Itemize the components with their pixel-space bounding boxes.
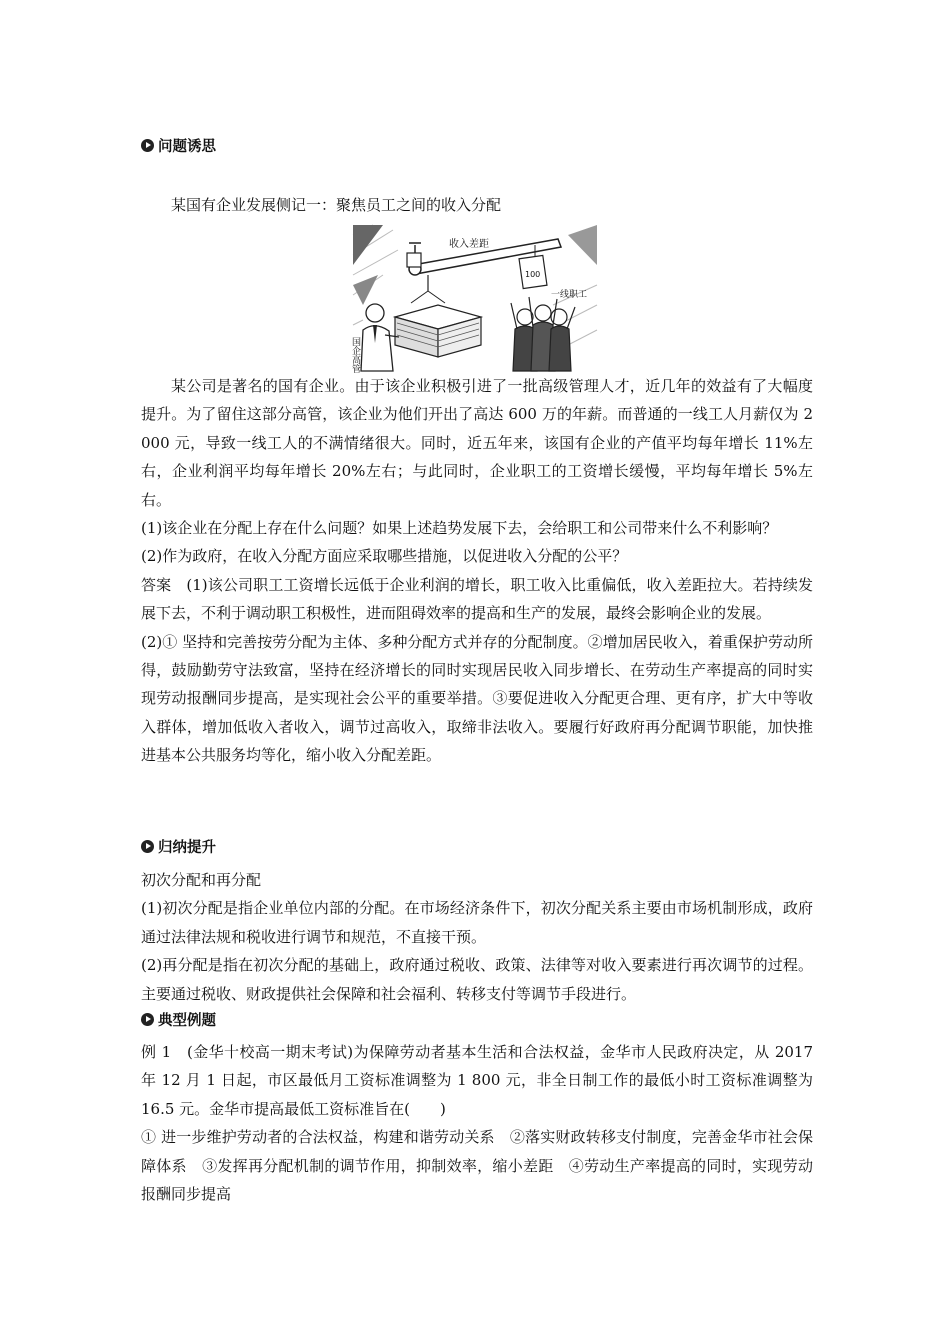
intro-line	[171, 191, 843, 219]
summary-point-1: (1)初次分配是指企业单位内部的分配。在市场经济条件下，初次分配关系主要由市场机制形成，政府通过法律法规和税收进行调节和规范，不直接干预。	[141, 899, 813, 946]
play-bullet-icon	[141, 139, 154, 152]
workers-label: 一线职工	[551, 290, 588, 300]
play-bullet-icon	[141, 840, 154, 853]
section-heading-summary	[141, 836, 216, 857]
executive-label: 国企高管	[350, 337, 360, 373]
case-paragraph: 某公司是著名的国有企业。由于该企业积极引进了一批高级管理人才，近几年的效益有了大幅度提升。为了留住这部分高管，该企业为他们开出了高达 600 万的年薪。而普通的一线工人月薪仅为 2 000 元，导致一线工人的不满情绪很大。同时，近五年来，该国有企业的产值平均每年增长 11%左右，企业利润平均每年增长 20%左右；与此同时，企业职工的工资增长缓慢，平均每年增长 5%左右。	[141, 377, 813, 509]
heading-label: 问题诱思	[158, 139, 216, 155]
example-options: ① 进一步维护劳动者的合法权益，构建和谐劳动关系 ②落实财政转移支付制度，完善金华市社会保障体系 ③发挥再分配机制的调节作用，抑制效率，缩小差距 ④劳动生产率提高的同时，实现劳动报酬同步提高	[141, 1128, 813, 1204]
beam-label: 收入差距	[449, 239, 489, 250]
income-gap-cartoon	[350, 225, 597, 373]
answer-2: (2)① 坚持和完善按劳分配为主体、多种分配方式并存的分配制度。②增加居民收入，着重保护劳动所得，鼓励勤劳守法致富，坚持在经济增长的同时实现居民收入同步增长、在劳动生产率提高的同时实现劳动报酬同步提高，是实现社会公平的重要举措。③要促进收入分配更合理、更有序，扩大中等收入群体，增加低收入者收入，调节过高收入，取缔非法收入。要履行好政府再分配调节职能，加快推进基本公共服务均等化，缩小收入分配差距。	[141, 632, 813, 765]
section-heading-example	[141, 1009, 216, 1030]
play-bullet-icon	[141, 1013, 154, 1026]
section-heading-question	[141, 135, 216, 156]
tag-text: 100	[525, 270, 541, 279]
question-2: (2)作为政府，在收入分配方面应采取哪些措施，以促进收入分配的公平？	[141, 547, 628, 566]
summary-point-2: (2)再分配是指在初次分配的基础上，政府通过税收、政策、法律等对收入要素进行再次调节的过程。主要通过税收、财政提供社会保障和社会福利、转移支付等调节手段进行。	[141, 956, 813, 1003]
question-1: (1)该企业在分配上存在什么问题？如果上述趋势发展下去，会给职工和公司带来什么不利影响？	[141, 519, 778, 538]
case-body	[141, 372, 813, 770]
answer-1: 答案 (1)该公司职工工资增长远低于企业利润的增长，职工收入比重偏低，收入差距拉大。若持续发展下去，不利于调动职工积极性，进而阻碍效率的提高和生产的发展，最终会影响企业的发展。	[141, 575, 813, 623]
summary-title: 初次分配和再分配	[141, 871, 262, 889]
example-question: 例 1 (金华十校高一期末考试)为保障劳动者基本生活和合法权益，金华市人民政府决定，从 2017 年 12 月 1 日起，市区最低月工资标准调整为 1 800 元，非全日制工作的最低小时工资标准调整为 16.5 元。金华市提高最低工资标准旨在( )	[141, 1043, 813, 1118]
heading-label: 归纳提升	[158, 840, 216, 856]
summary-body	[141, 866, 813, 1008]
example-body	[141, 1038, 813, 1208]
heading-label: 典型例题	[158, 1013, 216, 1029]
intro-text: 某国有企业发展侧记一：聚焦员工之间的收入分配	[171, 196, 502, 214]
